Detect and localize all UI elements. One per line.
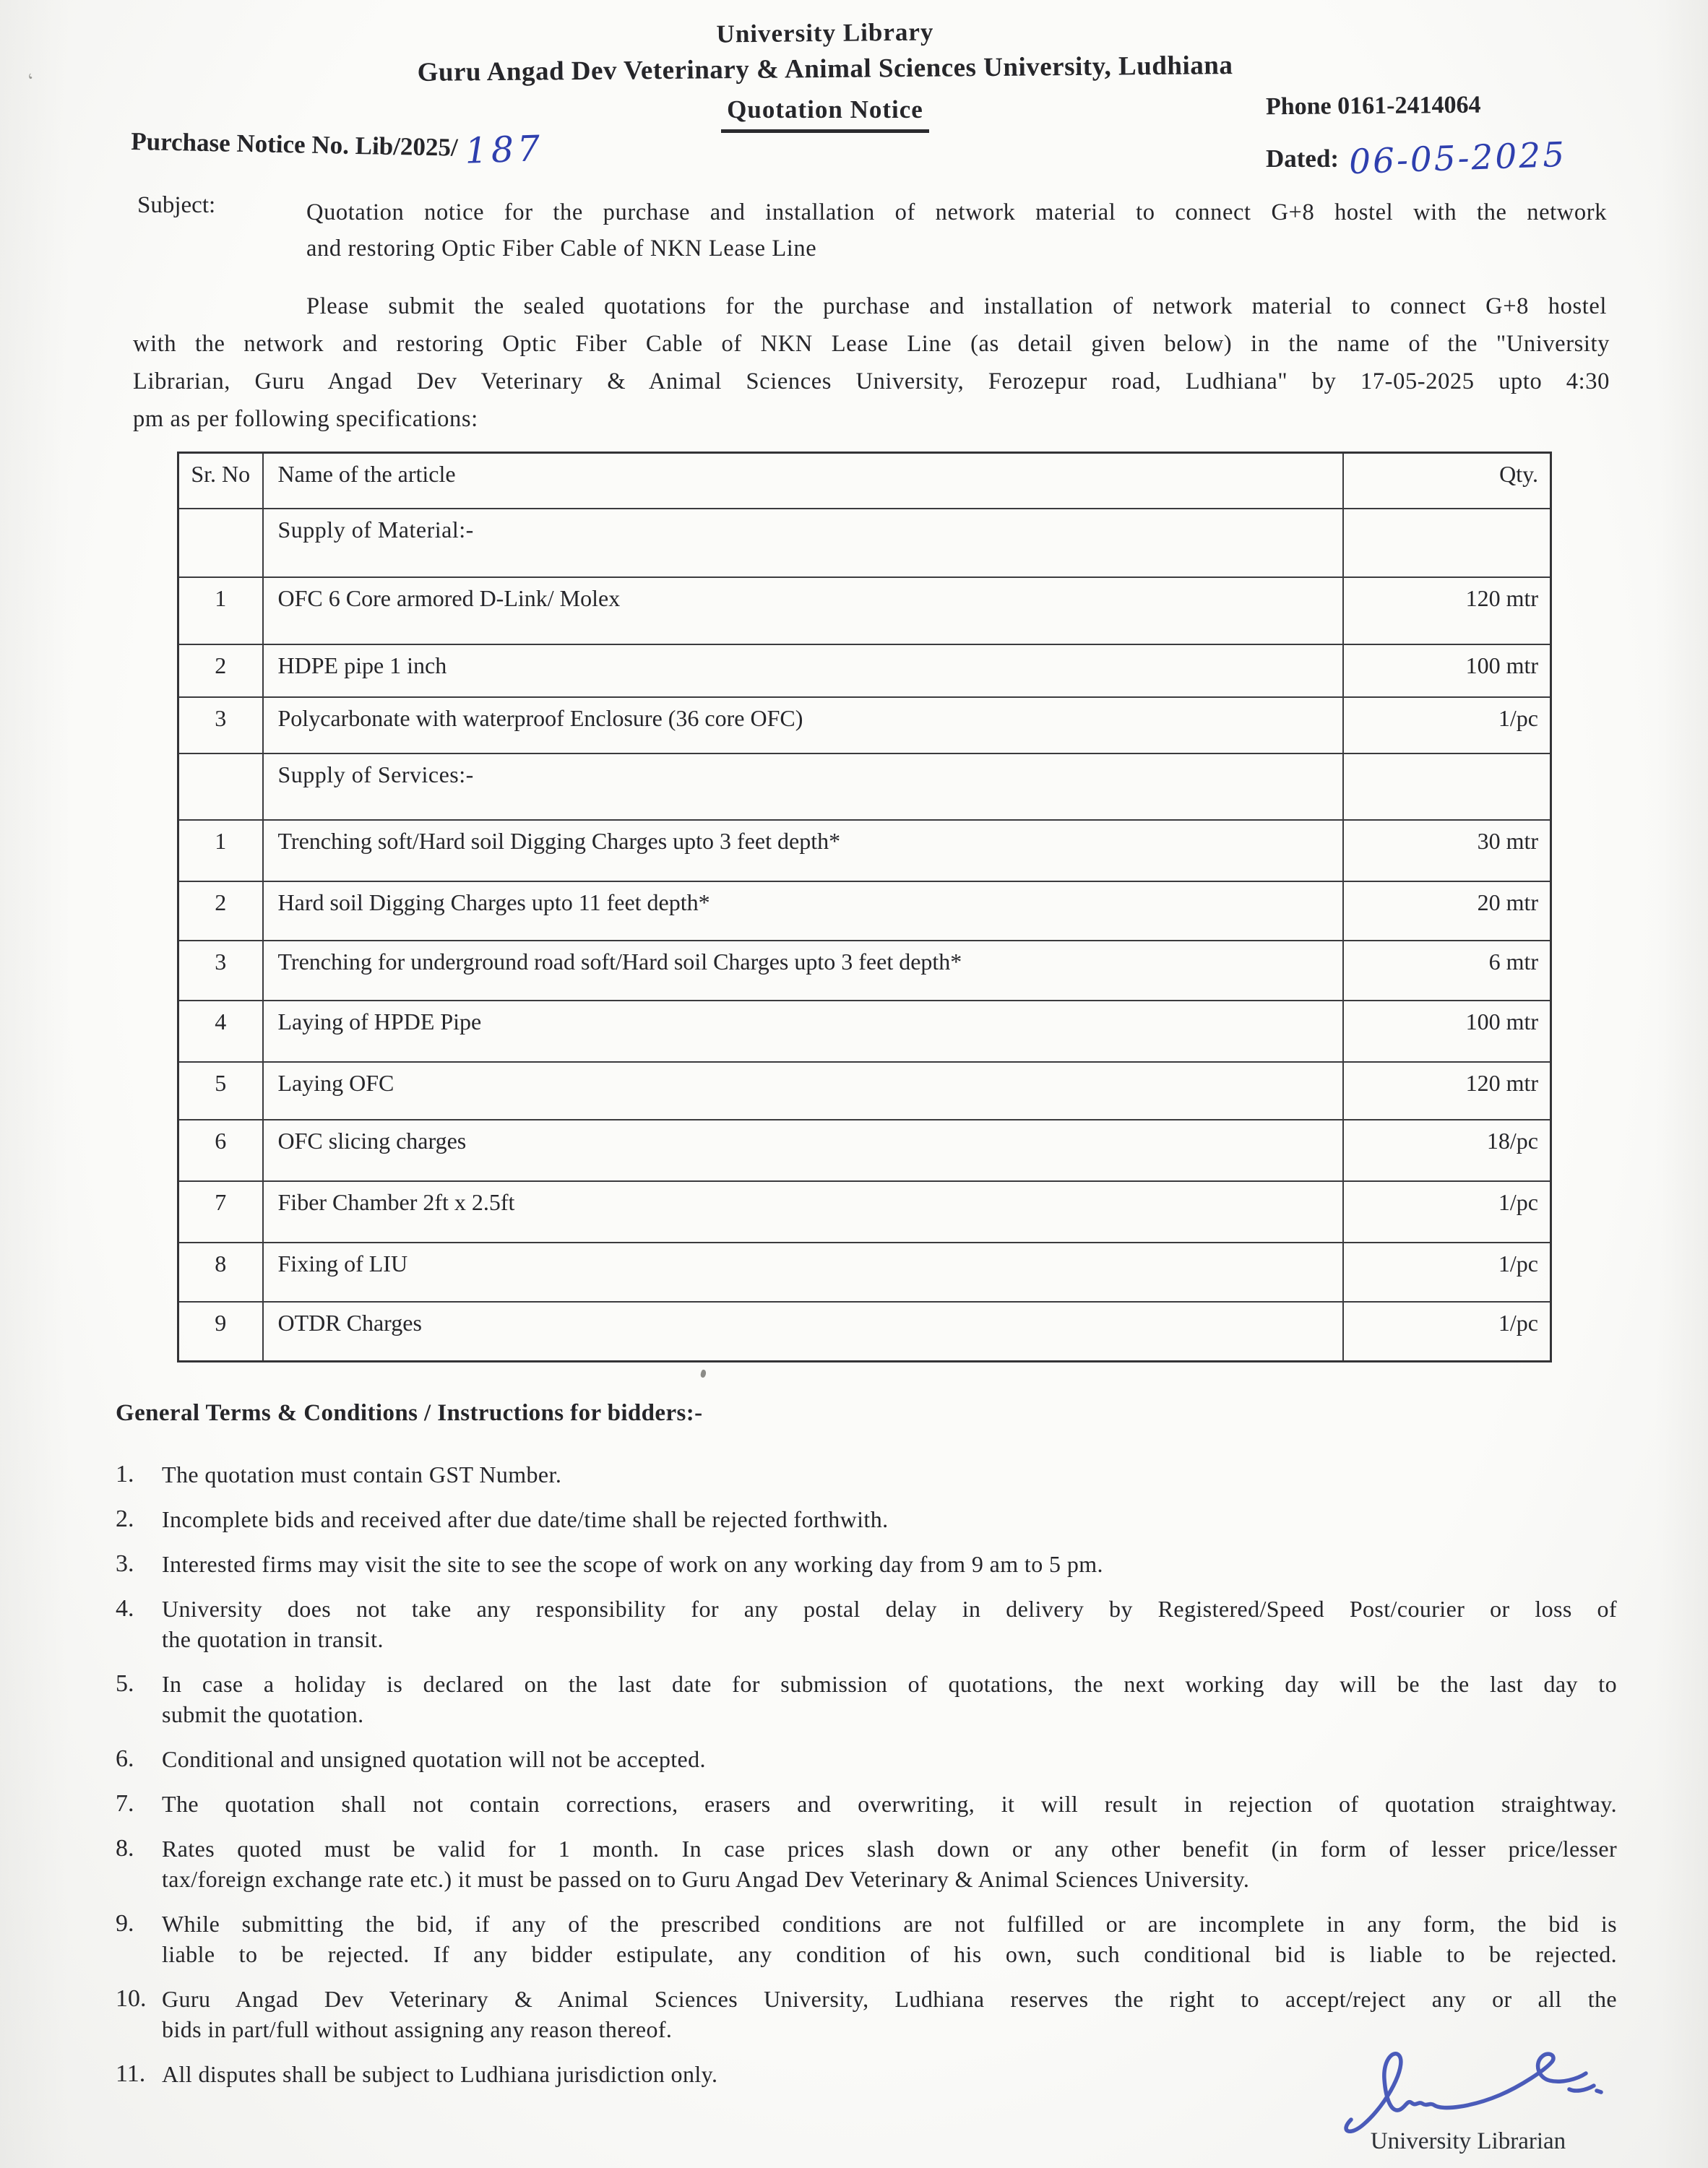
row-article-name: Laying OFC: [263, 1062, 1343, 1120]
row-qty: 1/pc: [1343, 1302, 1551, 1362]
term-text: University does not take any responsibility for any postal delay in delivery by Registered/Speed Post/courier or loss of: [162, 1596, 1617, 1622]
row-sr: 9: [178, 1302, 263, 1362]
table-row: [178, 1181, 1551, 1243]
row-article-name: Hard soil Digging Charges upto 11 feet depth*: [263, 881, 1343, 941]
row-sr: 6: [178, 1120, 263, 1181]
row-sr: 2: [178, 881, 263, 941]
scan-artifact-dot: [700, 1369, 707, 1378]
col-header-article-name: Name of the article: [263, 453, 1343, 509]
term-item-3: [116, 1549, 1617, 1579]
row-sr: 3: [178, 697, 263, 753]
row-article-name: Fixing of LIU: [263, 1243, 1343, 1302]
items-table: [177, 452, 1552, 1362]
row-qty: 100 mtr: [1343, 1001, 1551, 1062]
row-qty: 6 mtr: [1343, 941, 1551, 1001]
term-text: liable to be rejected. If any bidder estipulate, any condition of his own, such conditional bid is liable to be rejected.: [162, 1941, 1617, 1967]
term-text: tax/foreign exchange rate etc.) it must be passed on to Guru Angad Dev Veterinary & Animal Sciences University.: [162, 1866, 1250, 1892]
table-row: [178, 820, 1551, 881]
row-article-name: OFC 6 Core armored D-Link/ Molex: [263, 577, 1343, 644]
term-item-8: [116, 1834, 1617, 1894]
term-text: the quotation in transit.: [162, 1626, 384, 1652]
row-sr: 8: [178, 1243, 263, 1302]
row-article-name: OFC slicing charges: [263, 1120, 1343, 1181]
signature-block: [1331, 2044, 1613, 2138]
scan-artifact-mark: ‘: [24, 69, 40, 92]
term-item-2: [116, 1504, 1617, 1534]
term-text: All disputes shall be subject to Ludhiana jurisdiction only.: [162, 2061, 718, 2087]
table-row: [178, 644, 1551, 697]
row-qty: 18/pc: [1343, 1120, 1551, 1181]
section-title-row-services: [178, 753, 1551, 820]
dated-label: Dated:: [1266, 144, 1340, 173]
row-qty: 1/pc: [1343, 697, 1551, 753]
term-text: In case a holiday is declared on the last date for submission of quotations, the next working day will be the last day to: [162, 1671, 1617, 1697]
row-qty: 120 mtr: [1343, 577, 1551, 644]
table-row: [178, 941, 1551, 1001]
signature-title: University Librarian: [1370, 2128, 1566, 2154]
row-qty: 1/pc: [1343, 1181, 1551, 1243]
section-title-services: Supply of Services:-: [263, 753, 1343, 820]
row-qty: 120 mtr: [1343, 1062, 1551, 1120]
term-number: 1.: [116, 1461, 134, 1487]
row-qty: 1/pc: [1343, 1243, 1551, 1302]
term-item-10: [116, 1984, 1617, 2044]
empty-cell: [178, 509, 263, 577]
row-qty: 100 mtr: [1343, 644, 1551, 697]
terms-list: [116, 1459, 1617, 2104]
row-sr: 3: [178, 941, 263, 1001]
handwritten-notice-number: 187: [465, 128, 545, 172]
term-number: 9.: [116, 1910, 134, 1937]
row-sr: 4: [178, 1001, 263, 1062]
col-header-qty: Qty.: [1343, 453, 1551, 509]
term-item-9: [116, 1909, 1617, 1969]
phone-number: Phone 0161-2414064: [1265, 91, 1481, 121]
row-article-name: Trenching soft/Hard soil Digging Charges upto 3 feet depth*: [263, 820, 1343, 881]
term-text: Conditional and unsigned quotation will not be accepted.: [162, 1746, 706, 1772]
subject-label: Subject:: [137, 192, 216, 218]
term-number: 6.: [116, 1745, 134, 1772]
term-text: Guru Angad Dev Veterinary & Animal Sciences University, Ludhiana reserves the right to accept/reject any or all the: [162, 1986, 1617, 2012]
table-row: [178, 1243, 1551, 1302]
purchase-notice-label: Purchase Notice No. Lib/2025/: [130, 126, 459, 162]
term-item-1: [116, 1459, 1617, 1490]
signature-ink: [1331, 2044, 1605, 2138]
row-article-name: HDPE pipe 1 inch: [263, 644, 1343, 697]
table-header-row: [178, 453, 1551, 509]
row-sr: 1: [178, 577, 263, 644]
subject-text-line1: Quotation notice for the purchase and installation of network material to connect G+8 hostel with the network: [306, 199, 1607, 225]
row-article-name: Trenching for underground road soft/Hard soil Charges upto 3 feet depth*: [263, 941, 1343, 1001]
empty-cell: [178, 753, 263, 820]
term-item-4: [116, 1594, 1617, 1654]
term-text: Rates quoted must be valid for 1 month. In case prices slash down or any other benefit (in form of lesser price/lesser: [162, 1836, 1617, 1862]
org-name-line2: Guru Angad Dev Veterinary & Animal Sciences University, Ludhiana: [417, 51, 1233, 87]
table-row: [178, 1062, 1551, 1120]
term-number: 4.: [116, 1595, 134, 1622]
row-qty: 30 mtr: [1343, 820, 1551, 881]
term-text: submit the quotation.: [162, 1701, 364, 1727]
term-number: 11.: [116, 2060, 146, 2087]
term-text: Incomplete bids and received after due date/time shall be rejected forthwith.: [162, 1506, 889, 1532]
row-sr: 2: [178, 644, 263, 697]
term-number: 2.: [116, 1506, 134, 1532]
empty-cell: [1343, 753, 1551, 820]
term-number: 10.: [116, 1985, 147, 2012]
purchase-notice-line: [130, 117, 545, 172]
term-item-5: [116, 1669, 1617, 1729]
row-article-name: Laying of HPDE Pipe: [263, 1001, 1343, 1062]
term-text: Interested firms may visit the site to see the scope of work on any working day from 9 am to 5 pm.: [162, 1551, 1103, 1577]
table-row: [178, 577, 1551, 644]
table-row: [178, 881, 1551, 941]
table-row: [178, 1001, 1551, 1062]
subject-text-line2: and restoring Optic Fiber Cable of NKN Lease Line: [306, 236, 817, 262]
row-qty: 20 mtr: [1343, 881, 1551, 941]
row-sr: 7: [178, 1181, 263, 1243]
intro-paragraph-line3: Librarian, Guru Angad Dev Veterinary & Animal Sciences University, Ferozepur road, Ludhiana" by 17-05-2025 upto 4:30: [133, 368, 1610, 394]
term-number: 8.: [116, 1835, 134, 1862]
term-number: 5.: [116, 1670, 134, 1697]
row-sr: 5: [178, 1062, 263, 1120]
row-article-name: Fiber Chamber 2ft x 2.5ft: [263, 1181, 1343, 1243]
section-title-row-material: [178, 509, 1551, 577]
term-text: bids in part/full without assigning any reason thereof.: [162, 2016, 673, 2042]
term-item-6: [116, 1744, 1617, 1774]
section-title-material: Supply of Material:-: [263, 509, 1343, 577]
term-item-7: [116, 1789, 1617, 1819]
table-row: [178, 1120, 1551, 1181]
table-row: [178, 1302, 1551, 1362]
handwritten-date: 06-05-2025: [1348, 134, 1568, 183]
doc-title: Quotation Notice: [721, 95, 929, 133]
table-row: [178, 697, 1551, 753]
dated-line: [1266, 134, 1568, 183]
terms-heading: General Terms & Conditions / Instructions for bidders:-: [116, 1400, 703, 1426]
row-sr: 1: [178, 820, 263, 881]
term-number: 7.: [116, 1790, 134, 1817]
row-article-name: OTDR Charges: [263, 1302, 1343, 1362]
col-header-sr-no: Sr. No: [178, 453, 263, 509]
term-text: The quotation shall not contain corrections, erasers and overwriting, it will result in rejection of quotation straightway.: [162, 1791, 1617, 1817]
org-name-line1: University Library: [716, 17, 934, 48]
empty-cell: [1343, 509, 1551, 577]
intro-paragraph-line2: with the network and restoring Optic Fiber Cable of NKN Lease Line (as detail given below) in the name of the "University: [133, 331, 1610, 357]
intro-paragraph-line1: Please submit the sealed quotations for the purchase and installation of network material to connect G+8 hostel: [306, 293, 1607, 319]
row-article-name: Polycarbonate with waterproof Enclosure (36 core OFC): [263, 697, 1343, 753]
intro-paragraph-line4: pm as per following specifications:: [133, 406, 478, 432]
term-number: 3.: [116, 1550, 134, 1577]
term-text: While submitting the bid, if any of the prescribed conditions are not fulfilled or are incomplete in any form, the bid is: [162, 1911, 1617, 1937]
term-text: The quotation must contain GST Number.: [162, 1461, 562, 1487]
